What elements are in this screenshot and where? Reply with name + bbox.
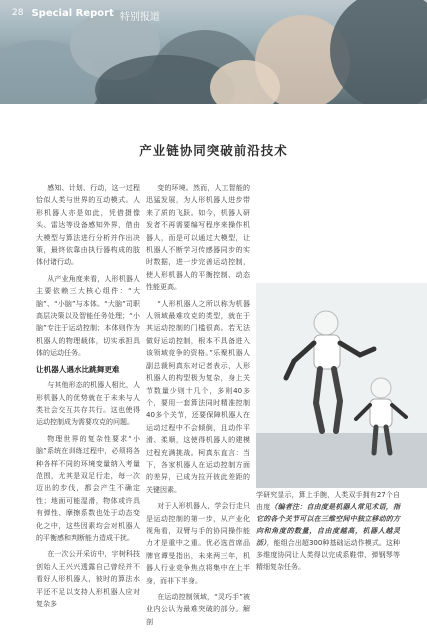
article-title-wrap: [0, 140, 427, 159]
page-header: [0, 0, 427, 34]
text-column-3: [256, 489, 400, 573]
robot-illustration: [256, 283, 427, 488]
section-label-en: Special Report: [31, 8, 114, 19]
paragraph: 从产业角度来看，人形机器人主要依赖三大核心组件：“大脑”、“小脑”与本体。“大脑”司职高层决策以及智能任务处理；“小脑”专注于运动控制；本体则作为机器人的物理载体，切实承担具体的运动任务。: [36, 274, 140, 358]
paragraph: 在运动控制领域，“灵巧手”被业内公认为最难突破的部分。解剖: [146, 593, 250, 626]
paragraph: “人形机器人之所以称为机器人领域最难攻克的类型，就在于其运动控制的门槛很高。若无法做好运动控制，根本不具备进入该领域竞争的资格。”乐聚机器人副总裁柯真东对记者表示，人形机器人的构型极为复杂，身上关节数量少则十几个，多则40多个，要用一套算法同时精准控制40多个关节，还要保障机器人在运动过程中不会倾倒，且动作平滑、柔顺，这使得机器人的建模过程充满挑战。柯真东直言：当下，各家机器人在运动控制方面的差异，已成为拉开彼此差距的关键因素。: [146, 299, 250, 494]
text-column-2: [146, 182, 250, 632]
article-title: 产业链协同突破前沿技术: [139, 143, 288, 158]
paragraph-text: ，能组合出超300种基础运动作模式。这种多维度协同让人类得以完成系鞋带、弹钢琴等精细复杂任务。: [256, 539, 400, 571]
paragraph: 感知、计划、行动，这一过程恰似人类与世界的互动模式。人形机器人亦是如此，凭借摄像头、雷达等设备感知外界，借由大模型与算法进行分析并作出决策，最终依靠由执行器构成的肢体付诸行动。: [36, 184, 140, 267]
section-label-cn: 特别报道: [119, 12, 160, 23]
paragraph: [256, 489, 400, 573]
text-column-1: [36, 182, 140, 614]
paragraph: 变的环境。然而，人工智能的迅猛发展，为人形机器人进步带来了质的飞跃。如今，机器人研发者不再需要编写程序来操作机器人，而是可以通过大模型，让机器人不断学习传感器同步的实时数据，进一步完善运动控制，使人形机器人的平衡控制、动态性能更高。: [146, 184, 250, 292]
paragraph: 物理世界的复杂性要求“小脑”系统在训练过程中，必须将各种各样不同的环境变量纳入考量范围，尤其是双足行走，每一次迈出的步伐，都会产生不确定性；地面可能湿滑，物体或许具有弹性、摩擦系数也处于动态变化之中，这些因素均会对机器人的平衡感和判断能力造成干扰。: [36, 434, 140, 542]
paragraph: 与其他形态的机器人相比，人形机器人的优势就在于未来与人类社会交互共存共行。这也使得运动控制成为需要攻克的问题。: [36, 381, 140, 427]
paragraph: 对于人形机器人，学会行走只是运动控制的第一步，从产业化视角看，双臂与手的协同操作能力才是重中之重。优必选首席品牌官谭旻指出，未来两三年，机器人行业竞争焦点将集中在上半身，而非下半身。: [146, 502, 250, 585]
section-heading: 让机器人遇水比跳舞更难: [36, 364, 120, 374]
editor-note: （编者注：自由度是机器人常见术语，指它的各个关节可以在三维空间中独立移动的方向和角度的数量，自由度越高，机器人越灵活）: [256, 503, 401, 547]
page-number: 28: [12, 8, 24, 18]
robot-photo: [256, 283, 427, 488]
paragraph-text: 学研究显示，算上手腕，人类双手拥有27个自由度: [256, 491, 400, 511]
paragraph: 在一次公开采访中，宇树科技创始人王兴兴透露自己曾经并不看好人形机器人，彼时的算法水平还不足以支持人形机器人应对复杂多: [36, 550, 140, 608]
